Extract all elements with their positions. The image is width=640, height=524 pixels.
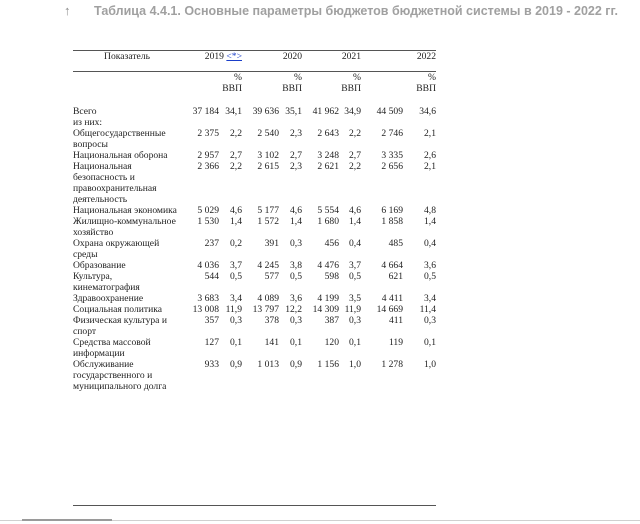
table-row — [73, 315, 436, 337]
value-cell: 44 509 — [376, 106, 403, 117]
pct-gdp-cell: 3,6 — [424, 260, 436, 271]
value-cell: 4 036 — [197, 260, 219, 271]
pct-gdp-cell: 4,6 — [230, 205, 242, 216]
value-cell: 1 156 — [317, 359, 339, 370]
pct-gdp-cell — [279, 117, 302, 128]
value-cell: 411 — [388, 315, 403, 326]
table-row — [73, 161, 436, 205]
table-row — [73, 238, 436, 260]
pct-gdp-cell: 0,9 — [290, 359, 302, 370]
table-row — [73, 260, 436, 271]
pct-gdp-cell — [403, 117, 436, 128]
arrow-up-icon[interactable]: ↑ — [64, 3, 71, 18]
pct-gdp-cell: 0,1 — [290, 337, 302, 348]
value-cell: 3 248 — [317, 150, 339, 161]
value-cell: 1 572 — [257, 216, 279, 227]
pct-gdp-cell: 2,3 — [290, 161, 302, 172]
row-label: Охрана окружающей среды — [73, 238, 160, 260]
pct-gdp-cell: 34,1 — [225, 106, 242, 117]
value-cell: 13 008 — [192, 304, 219, 315]
table-bottom-rule — [73, 505, 436, 506]
value-cell: 933 — [204, 359, 219, 370]
budget-table — [73, 50, 436, 392]
row-label: Обслуживание государственного и муниципального долга — [73, 359, 167, 392]
value-cell: 544 — [204, 271, 219, 282]
pct-gdp-cell — [339, 117, 361, 128]
page-title: Таблица 4.4.1. Основные параметры бюджетов бюджетной системы в 2019 - 2022 гг. — [94, 4, 618, 18]
value-cell: 4 664 — [381, 260, 403, 271]
value-cell — [181, 117, 219, 128]
pct-gdp-cell: 2,7 — [349, 150, 361, 161]
value-cell: 4 089 — [257, 293, 279, 304]
pct-gdp-cell: 11,4 — [419, 304, 436, 315]
pct-gdp-cell: 0,5 — [290, 271, 302, 282]
row-label: Здравоохранение — [73, 293, 144, 304]
pct-gdp-cell: 11,9 — [225, 304, 242, 315]
value-cell: 2 643 — [317, 128, 339, 139]
pct-gdp-cell: 1,4 — [230, 216, 242, 227]
value-cell: 3 335 — [381, 150, 403, 161]
value-cell: 120 — [324, 337, 339, 348]
value-cell: 4 245 — [257, 260, 279, 271]
value-cell: 4 199 — [317, 293, 339, 304]
value-cell: 2 746 — [381, 128, 403, 139]
row-label: Физическая культура и спорт — [73, 315, 167, 337]
table-row — [73, 293, 436, 304]
pct-gdp-cell: 3,8 — [290, 260, 302, 271]
pct-gdp-label: % ВВП — [282, 72, 302, 94]
pct-gdp-cell: 2,3 — [290, 128, 302, 139]
value-cell: 5 554 — [317, 205, 339, 216]
value-cell: 119 — [388, 337, 403, 348]
value-cell: 41 962 — [312, 106, 339, 117]
pct-gdp-cell: 3,6 — [290, 293, 302, 304]
pct-gdp-cell: 0,3 — [290, 315, 302, 326]
pct-gdp-cell: 11,9 — [344, 304, 361, 315]
pct-gdp-cell: 2,7 — [290, 150, 302, 161]
pct-gdp-cell: 3,7 — [349, 260, 361, 271]
value-cell: 598 — [324, 271, 339, 282]
pct-gdp-cell: 0,3 — [349, 315, 361, 326]
value-cell: 2 656 — [381, 161, 403, 172]
pct-gdp-cell: 34,9 — [344, 106, 361, 117]
value-cell: 4 411 — [381, 293, 403, 304]
year-header-2022: 2022 — [361, 51, 436, 72]
pct-gdp-cell: 35,1 — [285, 106, 302, 117]
row-label: Национальная безопасность и правоохранительная деятельность — [73, 161, 157, 205]
pct-gdp-cell: 0,4 — [349, 238, 361, 249]
row-label: Национальная оборона — [73, 150, 168, 161]
value-cell — [242, 117, 279, 128]
pct-gdp-cell: 1,0 — [349, 359, 361, 370]
value-cell: 456 — [324, 238, 339, 249]
table-row — [73, 117, 436, 128]
value-cell: 621 — [388, 271, 403, 282]
row-label: Образование — [73, 260, 126, 271]
table-header-row — [73, 51, 436, 72]
pct-subheader-row — [73, 72, 436, 107]
value-cell: 1 858 — [381, 216, 403, 227]
pct-gdp-cell: 3,5 — [349, 293, 361, 304]
value-cell: 2 621 — [317, 161, 339, 172]
row-label: Всего — [73, 106, 97, 117]
pct-gdp-cell: 1,4 — [290, 216, 302, 227]
year-header-2021: 2021 — [302, 51, 361, 72]
pct-gdp-cell: 2,1 — [424, 161, 436, 172]
pct-gdp-cell: 12,2 — [285, 304, 302, 315]
table-row — [73, 271, 436, 293]
value-cell: 6 169 — [381, 205, 403, 216]
value-cell: 127 — [204, 337, 219, 348]
pct-gdp-cell: 0,5 — [349, 271, 361, 282]
pct-gdp-cell: 34,6 — [419, 106, 436, 117]
value-cell: 14 669 — [376, 304, 403, 315]
table-row — [73, 304, 436, 315]
pct-gdp-cell: 0,3 — [290, 238, 302, 249]
value-cell: 1 013 — [257, 359, 279, 370]
pct-gdp-cell: 0,2 — [230, 238, 242, 249]
value-cell — [302, 117, 339, 128]
pct-gdp-cell: 0,3 — [230, 315, 242, 326]
year-header-2020: 2020 — [242, 51, 302, 72]
table-row — [73, 205, 436, 216]
value-cell: 4 476 — [317, 260, 339, 271]
value-cell: 357 — [204, 315, 219, 326]
row-label: из них: — [73, 117, 103, 128]
label-column-header: Показатель — [73, 51, 181, 72]
pct-gdp-cell: 0,1 — [230, 337, 242, 348]
table-row — [73, 150, 436, 161]
value-cell: 1 278 — [381, 359, 403, 370]
value-cell: 577 — [264, 271, 279, 282]
title-bar — [0, 0, 640, 24]
table-row — [73, 337, 436, 359]
pct-gdp-cell: 3,7 — [230, 260, 242, 271]
table-row — [73, 106, 436, 117]
table-row — [73, 128, 436, 150]
pct-gdp-label: % ВВП — [341, 72, 361, 94]
pct-gdp-cell: 0,1 — [424, 337, 436, 348]
value-cell: 237 — [204, 238, 219, 249]
value-cell: 2 615 — [257, 161, 279, 172]
value-cell — [361, 117, 403, 128]
pct-gdp-label: % ВВП — [222, 72, 242, 94]
value-cell: 2 957 — [197, 150, 219, 161]
pct-gdp-cell: 0,5 — [230, 271, 242, 282]
pct-gdp-cell — [219, 117, 242, 128]
value-cell: 2 375 — [197, 128, 219, 139]
pct-gdp-cell: 2,2 — [230, 161, 242, 172]
value-cell: 5 029 — [197, 205, 219, 216]
row-label: Общегосударственные вопросы — [73, 128, 166, 150]
pct-gdp-cell: 1,4 — [424, 216, 436, 227]
pct-gdp-cell: 3,4 — [230, 293, 242, 304]
pct-gdp-cell: 4,6 — [290, 205, 302, 216]
pct-gdp-cell: 0,4 — [424, 238, 436, 249]
value-cell: 14 309 — [312, 304, 339, 315]
value-cell: 37 184 — [192, 106, 219, 117]
value-cell: 141 — [264, 337, 279, 348]
table-row — [73, 359, 436, 392]
pct-gdp-label: % ВВП — [416, 72, 436, 94]
pct-gdp-cell: 2,2 — [230, 128, 242, 139]
pct-gdp-cell: 4,6 — [349, 205, 361, 216]
pct-gdp-cell: 2,1 — [424, 128, 436, 139]
pct-gdp-cell: 4,8 — [424, 205, 436, 216]
scrollbar-thumb[interactable] — [22, 519, 112, 521]
year-note-link[interactable]: <*> — [226, 51, 242, 62]
value-cell: 13 797 — [252, 304, 279, 315]
value-cell: 378 — [264, 315, 279, 326]
value-cell: 3 683 — [197, 293, 219, 304]
value-cell: 387 — [324, 315, 339, 326]
pct-gdp-cell: 2,7 — [230, 150, 242, 161]
value-cell: 1 530 — [197, 216, 219, 227]
value-cell: 3 102 — [257, 150, 279, 161]
value-cell: 39 636 — [252, 106, 279, 117]
pct-gdp-cell: 1,4 — [349, 216, 361, 227]
table-row — [73, 216, 436, 238]
value-cell: 5 177 — [257, 205, 279, 216]
value-cell: 485 — [388, 238, 403, 249]
value-cell: 1 680 — [317, 216, 339, 227]
value-cell: 2 540 — [257, 128, 279, 139]
pct-gdp-cell: 2,2 — [349, 161, 361, 172]
pct-gdp-cell: 0,9 — [230, 359, 242, 370]
pct-gdp-cell: 0,1 — [349, 337, 361, 348]
row-label: Средства массовой информации — [73, 337, 151, 359]
row-label: Национальная экономика — [73, 205, 177, 216]
year-header-2019: 2019 <*> — [181, 51, 242, 72]
row-label: Социальная политика — [73, 304, 162, 315]
pct-gdp-cell: 0,3 — [424, 315, 436, 326]
pct-gdp-cell: 2,2 — [349, 128, 361, 139]
pct-gdp-cell: 3,4 — [424, 293, 436, 304]
pct-gdp-cell: 1,0 — [424, 359, 436, 370]
row-label: Культура, кинематография — [73, 271, 140, 293]
row-label: Жилищно-коммунальное хозяйство — [73, 216, 176, 238]
value-cell: 391 — [264, 238, 279, 249]
pct-gdp-cell: 0,5 — [424, 271, 436, 282]
pct-gdp-cell: 2,6 — [424, 150, 436, 161]
value-cell: 2 366 — [197, 161, 219, 172]
